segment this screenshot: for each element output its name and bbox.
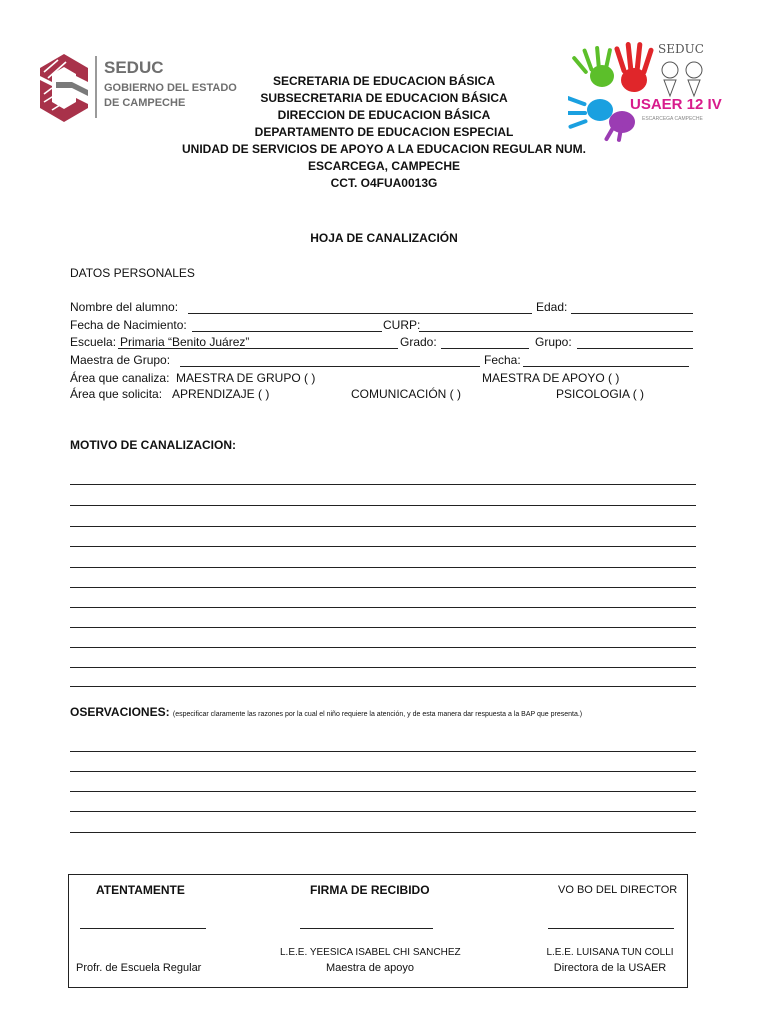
option-psicologia[interactable]: PSICOLOGIA ( ) [556,387,645,401]
atentamente-heading: ATENTAMENTE [96,883,185,897]
nombre-label: Nombre del alumno: [70,300,179,314]
motivo-line-10[interactable] [70,667,696,668]
option-maestra-apoyo[interactable]: MAESTRA DE APOYO ( ) [482,371,620,385]
seduc-logo-line3: DE CAMPECHE [104,97,186,109]
usaer-logo-top: SEDUC [658,42,704,56]
motivo-line-6[interactable] [70,587,696,588]
document-title: HOJA DE CANALIZACIÓN [310,231,458,245]
usaer-logo-sub: ESCARCEGA CAMPECHE [642,116,703,122]
motivo-line-8[interactable] [70,627,696,628]
header-line-7: CCT. O4FUA0013G [330,176,438,190]
header-line-4: DEPARTAMENTO DE EDUCACION ESPECIAL [254,125,514,139]
escuela-label: Escuela: [70,335,117,349]
edad-label: Edad: [536,300,568,314]
grupo-field[interactable] [577,348,693,349]
observaciones-label [70,705,582,722]
option-comunicacion[interactable]: COMUNICACIÓN ( ) [351,387,461,401]
header-line-1: SECRETARIA DE EDUCACION BÁSICA [272,74,495,88]
usaer-logo-name: USAER 12 IV [630,96,722,113]
seduc-logo-name: SEDUC [104,58,164,77]
observaciones-note: (especificar claramente las razones por la cual el niño requiere la atención, y de esta manera dar respuesta a la BAP que presenta.) [172,711,583,718]
fecha-nacimiento-label: Fecha de Nacimiento: [70,318,187,332]
curp-field[interactable] [419,331,693,332]
grado-field[interactable] [441,348,529,349]
firma-recibido-heading: FIRMA DE RECIBIDO [310,883,430,897]
edad-field[interactable] [571,313,693,314]
observaciones-title: OSERVACIONES: [70,705,170,719]
grupo-label: Grupo: [535,335,572,349]
observaciones-line-5[interactable] [70,832,696,833]
motivo-line-9[interactable] [70,647,696,648]
seduc-logo-line2: GOBIERNO DEL ESTADO [104,82,237,94]
seduc-emblem-icon [38,52,90,124]
section-datos-personales: DATOS PERSONALES [70,266,195,280]
maestra-grupo-label: Maestra de Grupo: [70,353,171,367]
grado-label: Grado: [400,335,437,349]
header-line-2: SUBSECRETARIA DE EDUCACION BÁSICA [260,91,508,105]
observaciones-line-4[interactable] [70,811,696,812]
apoyo-role: Maestra de apoyo [325,962,415,974]
signature-line-maestro[interactable] [80,928,206,929]
motivo-line-1[interactable] [70,484,696,485]
observaciones-line-3[interactable] [70,791,696,792]
escuela-value: Primaria “Benito Juárez” [120,335,250,349]
header-line-3: DIRECCION DE EDUCACION BÁSICA [277,108,491,122]
maestra-grupo-field[interactable] [180,366,480,367]
motivo-line-4[interactable] [70,546,696,547]
signature-line-director[interactable] [548,928,674,929]
director-name: L.E.E. LUISANA TUN COLLI [546,947,674,958]
area-canaliza-label: Área que canaliza: [70,371,170,385]
curp-label: CURP: [383,318,421,332]
director-role: Directora de la USAER [553,962,667,974]
fecha-nacimiento-field[interactable] [192,331,382,332]
motivo-label: MOTIVO DE CANALIZACION: [70,438,236,452]
fecha-field[interactable] [523,366,689,367]
option-aprendizaje[interactable]: APRENDIZAJE ( ) [172,387,270,401]
escuela-field[interactable] [118,348,398,349]
motivo-line-3[interactable] [70,526,696,527]
motivo-line-11[interactable] [70,686,696,687]
header-line-5: UNIDAD DE SERVICIOS DE APOYO A LA EDUCACION REGULAR NUM. [181,142,587,156]
motivo-line-2[interactable] [70,505,696,506]
apoyo-name: L.E.E. YEESICA ISABEL CHI SANCHEZ [280,947,461,958]
nombre-field[interactable] [188,313,532,314]
maestro-role: Profr. de Escuela Regular [76,962,202,974]
option-maestra-grupo[interactable]: MAESTRA DE GRUPO ( ) [176,371,316,385]
motivo-line-5[interactable] [70,567,696,568]
fecha-label: Fecha: [484,353,521,367]
motivo-line-7[interactable] [70,607,696,608]
observaciones-line-1[interactable] [70,751,696,752]
signature-line-apoyo[interactable] [300,928,433,929]
area-solicita-label: Área que solicita: [70,387,163,401]
header-line-6: ESCARCEGA, CAMPECHE [307,159,460,173]
vobo-director-heading: VO BO DEL DIRECTOR [558,884,678,896]
observaciones-line-2[interactable] [70,771,696,772]
